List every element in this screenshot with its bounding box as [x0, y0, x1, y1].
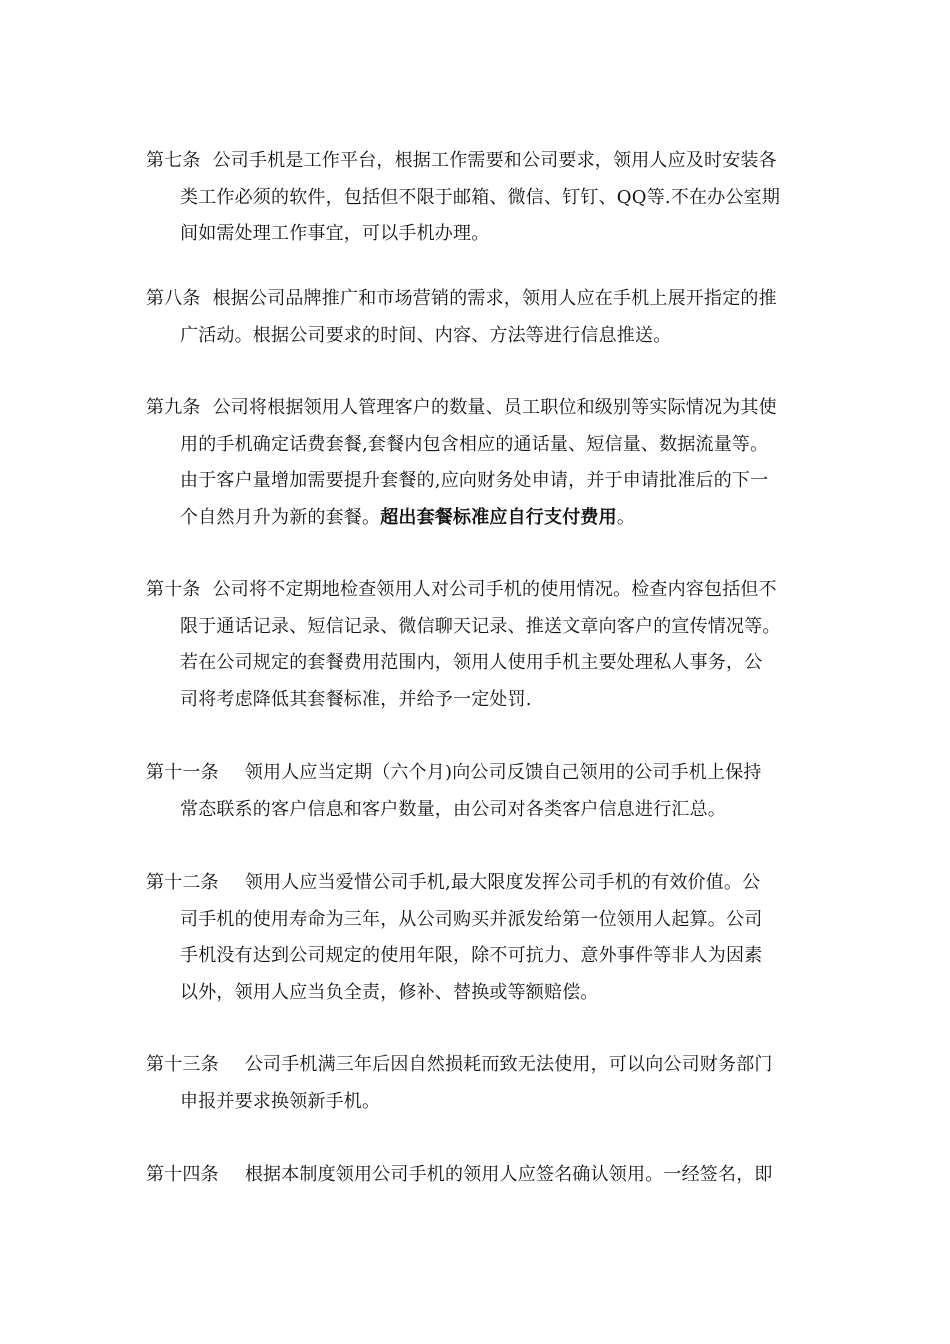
- clause-text: 根据本制度领用公司手机的领用人应签名确认领用。一经签名，即: [244, 1164, 773, 1185]
- clause-line: 常态联系的客户信息和客户数量，由公司对各类客户信息进行汇总。: [180, 798, 726, 820]
- clause-8: [146, 281, 818, 354]
- clause-text: 公司将不定期地检查领用人对公司手机的使用情况。检查内容包括但不: [212, 579, 777, 600]
- clause-line: 广活动。根据公司要求的时间、内容、方法等进行信息推送。: [180, 324, 672, 346]
- clause-12: [146, 865, 818, 1011]
- clause-11: [146, 755, 818, 828]
- clause-line: [146, 755, 818, 792]
- clause-text: 领用人应当爱惜公司手机,最大限度发挥公司手机的有效价值。公: [244, 872, 761, 893]
- clause-line: 由于客户量增加需要提升套餐的,应向财务处申请，并于申请批准后的下一: [180, 470, 769, 491]
- clause-line: [146, 390, 818, 427]
- clause-number: 第十三条: [146, 1054, 219, 1075]
- clause-number: 第七条: [146, 150, 201, 171]
- clause-text: 公司手机满三年后因自然损耗而致无法使用，可以向公司财务部门: [244, 1054, 773, 1075]
- clause-text: 。: [616, 506, 636, 528]
- clause-number: 第九条: [146, 397, 201, 418]
- clause-13: [146, 1047, 818, 1120]
- clause-number: 第十一条: [146, 762, 219, 783]
- clause-line: [146, 281, 818, 318]
- clause-number: 第八条: [146, 288, 201, 309]
- clause-text: 公司手机是工作平台，根据工作需要和公司要求，领用人应及时安装各: [212, 150, 777, 171]
- clause-line: 用的手机确定话费套餐,套餐内包含相应的通话量、短信量、数据流量等。: [180, 433, 769, 455]
- clause-line: [146, 1157, 818, 1194]
- clause-14: [146, 1157, 818, 1194]
- clause-line: 司将考虑降低其套餐标准，并给予一定处罚.: [180, 688, 532, 710]
- clause-number: 第十条: [146, 579, 201, 600]
- clause-number: 第十二条: [146, 872, 219, 893]
- clause-number: 第十四条: [146, 1164, 219, 1185]
- clause-line: 申报并要求换领新手机。: [180, 1090, 381, 1112]
- clause-line: 间如需处理工作事宜，可以手机办理。: [180, 223, 490, 244]
- clause-line: 司手机的使用寿命为三年，从公司购买并派发给第一位领用人起算。公司: [180, 908, 763, 930]
- clause-text: 个自然月升为新的套餐。: [180, 506, 381, 528]
- clause-line: 以外，领用人应当负全责，修补、替换或等额赔偿。: [180, 981, 599, 1003]
- clause-10: [146, 572, 818, 718]
- clause-text: 领用人应当定期（六个月)向公司反馈自己领用的公司手机上保持: [244, 762, 762, 783]
- clause-line: 若在公司规定的套餐费用范围内，领用人使用手机主要处理私人事务，公: [180, 652, 763, 673]
- clause-text: 公司将根据领用人管理客户的数量、员工职位和级别等实际情况为其使: [212, 397, 777, 418]
- clause-line: [146, 143, 818, 180]
- clause-9: [146, 390, 818, 536]
- clause-7: [146, 143, 818, 253]
- clause-line: [146, 572, 818, 609]
- clause-line: 限于通话记录、短信记录、微信聊天记录、推送文章向客户的宣传情况等。: [180, 615, 781, 637]
- clause-line: [146, 865, 818, 902]
- clause-line: [146, 1047, 818, 1084]
- clause-line: 手机没有达到公司规定的使用年限，除不可抗力、意外事件等非人为因素: [180, 945, 763, 966]
- clause-emphasis: 超出套餐标准应自行支付费用: [380, 506, 617, 528]
- clause-line: 类工作必须的软件，包括但不限于邮箱、微信、钉钉、QQ等.不在办公室期: [180, 186, 781, 208]
- clause-text: 根据公司品牌推广和市场营销的需求，领用人应在手机上展开指定的推: [212, 288, 777, 309]
- clause-line: [146, 500, 818, 537]
